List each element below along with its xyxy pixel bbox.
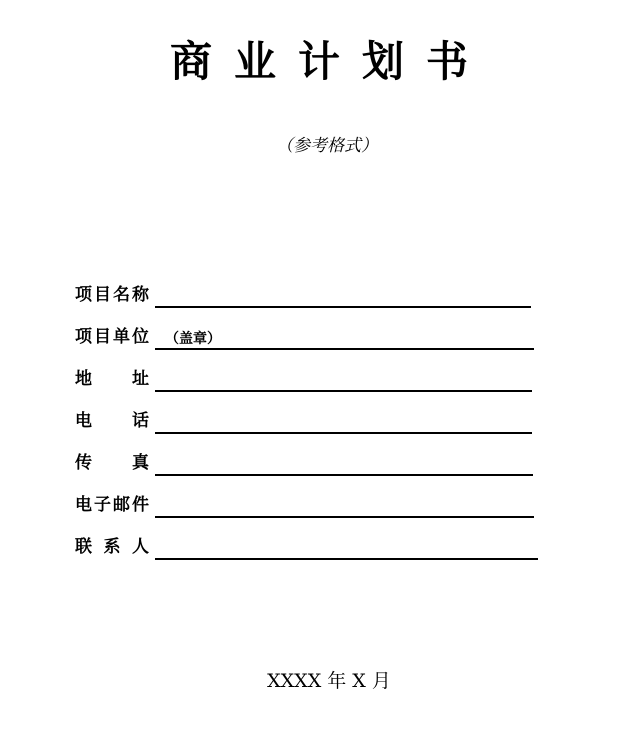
page-subtitle: （参考格式） [276,136,378,156]
field-line-contact[interactable] [155,538,538,560]
field-label-fax: 传 真 [75,453,149,473]
field-label-address: 地 址 [75,369,149,389]
page-date: XXXX 年 X 月 [267,670,391,692]
page-title: 商业计划书 [169,37,490,86]
field-value-project-unit: （盖章） [165,331,221,347]
field-line-address[interactable] [155,370,532,392]
field-line-fax[interactable] [155,454,533,476]
field-line-project-name[interactable] [155,286,531,308]
field-label-phone: 电 话 [75,411,149,431]
field-label-project-name: 项 目 名 称 [75,285,149,305]
field-line-phone[interactable] [155,412,532,434]
field-label-email: 电 子 邮 件 [75,495,149,515]
field-label-contact: 联 系 人 [75,537,149,557]
field-label-project-unit: 项 目 单 位 [75,327,149,347]
field-line-project-unit[interactable] [155,328,534,350]
field-line-email[interactable] [155,496,534,518]
